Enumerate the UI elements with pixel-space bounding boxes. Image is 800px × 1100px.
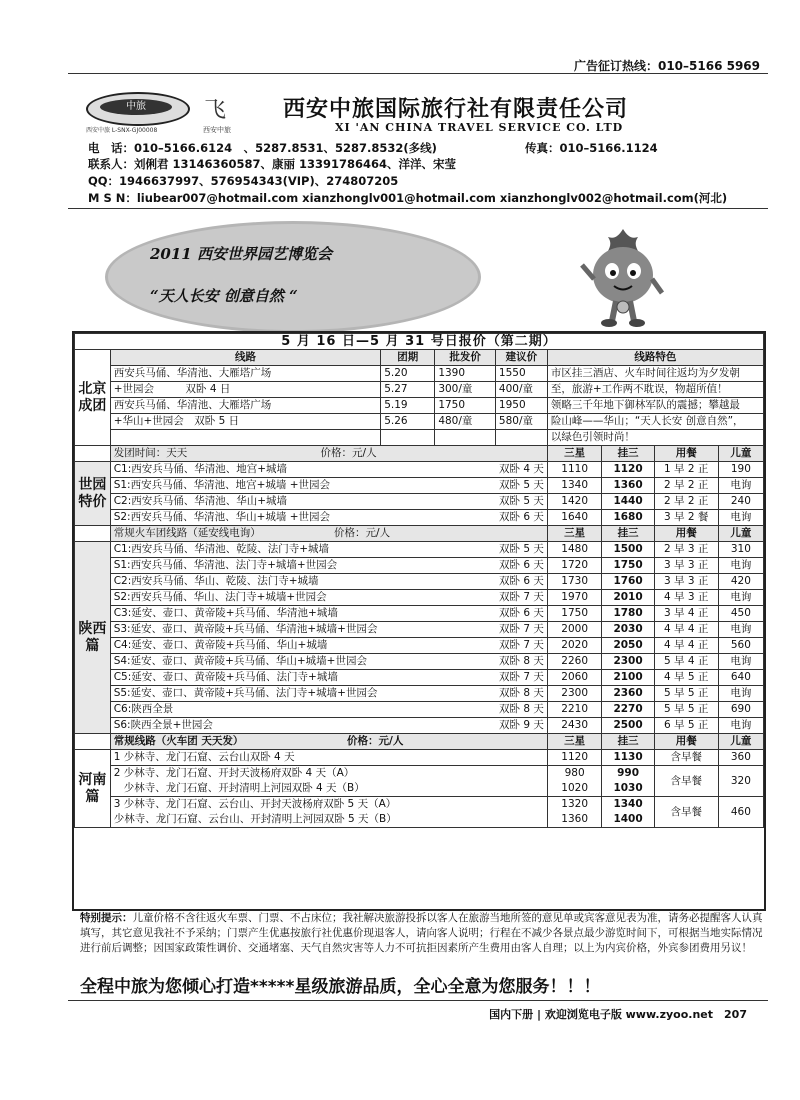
route-days: 双卧 7 天 bbox=[498, 639, 544, 651]
bj-wholesale: 480/童 bbox=[435, 414, 496, 430]
route-days: 双卧 8 天 bbox=[498, 703, 544, 715]
bj-dates: 5.26 bbox=[381, 414, 435, 430]
price-3star: 2060 bbox=[547, 670, 602, 686]
company-name-en: XI 'AN CHINA TRAVEL SERVICE CO. LTD bbox=[335, 121, 624, 134]
sx-header-route: 常规火车团线路（延安线电询） bbox=[113, 527, 261, 539]
expo-cloud-banner bbox=[108, 224, 478, 330]
hn-header-row bbox=[75, 734, 764, 750]
header-g3: 挂三 bbox=[602, 526, 654, 542]
expo-motto: “天人长安 创意自然 “ bbox=[150, 287, 298, 305]
sx-header-row bbox=[75, 526, 764, 542]
price-child: 电询 bbox=[718, 718, 763, 734]
price-table-title: 5 月 16 日—5 月 31 号日报价（第二期） bbox=[75, 334, 764, 350]
price-child: 电询 bbox=[718, 590, 763, 606]
price-g3: 1360 bbox=[602, 478, 654, 494]
route-name: 3 少林寺、龙门石窟、云台山、开封天波杨府双卧 5 天（A） bbox=[113, 798, 397, 810]
footer-divider bbox=[68, 1000, 768, 1001]
route-name: S1:西安兵马俑、华清池、法门寺+城墙+世园会 bbox=[113, 559, 338, 571]
price-3star: 2020 bbox=[547, 638, 602, 654]
header-child: 儿童 bbox=[718, 734, 763, 750]
table-row bbox=[75, 766, 764, 797]
bj-header-suggested: 建议价 bbox=[495, 350, 547, 366]
price-g3: 2030 bbox=[602, 622, 654, 638]
route-days: 双卧 6 天 bbox=[498, 511, 544, 523]
route-days: 双卧 7 天 bbox=[498, 591, 544, 603]
table-row bbox=[75, 590, 764, 606]
route-days: 双卧 6 天 bbox=[498, 575, 544, 587]
route-name: C4:延安、壶口、黄帝陵+兵马俑、华山+城墙 bbox=[113, 639, 328, 651]
table-row bbox=[75, 702, 764, 718]
section-label-expo-special: 世园特价 bbox=[75, 462, 111, 526]
price-g3: 2300 bbox=[602, 654, 654, 670]
bj-dates: 5.27 bbox=[381, 382, 435, 398]
price-3star: 2300 bbox=[547, 686, 602, 702]
bj-dates: 5.20 bbox=[381, 366, 435, 382]
route-name: C2:西安兵马俑、华山、乾陵、法门寺+城墙 bbox=[113, 575, 319, 587]
price-3star: 1750 bbox=[547, 606, 602, 622]
hn-header-route: 常规线路（火车团 天天发） bbox=[113, 735, 244, 747]
price-child: 690 bbox=[718, 702, 763, 718]
notes-text: 儿童价格不含往返火车票、门票、不占床位；我社解决旅游投拆以客人在旅游当地所签的意见单或宾客意见表为准，请务必提醒客人认真填写，其它意见我社不予采纳；门票产生优惠按旅行社优惠价现退客人，请向客人说明；行程在不减少各景点最少游览时间下，可根据当地实际情况进行前后调整；因国家政策性调价、交通堵塞、天气自然灾害等人力不可抗拒因素所产生费用由客人自理；以上为内宾价格，外宾参团费用另议！ bbox=[80, 912, 763, 954]
table-row bbox=[75, 686, 764, 702]
table-row bbox=[75, 750, 764, 766]
price-child: 240 bbox=[718, 494, 763, 510]
table-row bbox=[75, 542, 764, 558]
price-g3: 2360 bbox=[602, 686, 654, 702]
table-row bbox=[75, 574, 764, 590]
route-days: 双卧 6 天 bbox=[498, 559, 544, 571]
price-g3: 1120 bbox=[602, 462, 654, 478]
phone-line: 电 话：010–5166.6124 、5287.8531、5287.8532(多线) bbox=[88, 141, 437, 155]
price-child: 640 bbox=[718, 670, 763, 686]
table-row bbox=[75, 670, 764, 686]
route-days: 双卧 5 天 bbox=[498, 543, 544, 555]
table-row bbox=[75, 606, 764, 622]
price-3star: 1120 bbox=[547, 750, 602, 766]
header-g3: 挂三 bbox=[602, 734, 654, 750]
price-g3: 1680 bbox=[602, 510, 654, 526]
price-3star: 1320 bbox=[561, 798, 589, 810]
meal: 5 早 5 正 bbox=[654, 686, 718, 702]
header-g3: 挂三 bbox=[602, 446, 654, 462]
bj-header-feature: 线路特色 bbox=[547, 350, 763, 366]
route-name: C5:延安、壶口、黄帝陵+兵马俑、法门寺+城墙 bbox=[113, 671, 338, 683]
header-child: 儿童 bbox=[718, 526, 763, 542]
header-meal: 用餐 bbox=[654, 526, 718, 542]
sx-header-price: 价格：元/人 bbox=[334, 527, 391, 539]
bj-feature: 险山峰——华山；“天人长安 创意自然”， bbox=[547, 414, 763, 430]
price-child: 420 bbox=[718, 574, 763, 590]
header-child: 儿童 bbox=[718, 446, 763, 462]
secondary-logo-icon: 飞 bbox=[204, 98, 227, 123]
table-row bbox=[75, 797, 764, 828]
price-g3: 2010 bbox=[602, 590, 654, 606]
bj-suggested: 580/童 bbox=[495, 414, 547, 430]
price-g3: 2270 bbox=[602, 702, 654, 718]
meal: 3 早 3 正 bbox=[654, 558, 718, 574]
meal: 含早餐 bbox=[654, 750, 718, 766]
bj-feature: 至，旅游+工作两不耽误，物超所值！ bbox=[547, 382, 763, 398]
route-days: 双卧 7 天 bbox=[498, 671, 544, 683]
bj-route: +华山+世园会 双卧 5 日 bbox=[110, 414, 381, 430]
bj-feature: 市区挂三酒店、火车时间往返均为夕发朝 bbox=[547, 366, 763, 382]
price-child: 电询 bbox=[718, 622, 763, 638]
logo-text: 中旅 bbox=[100, 99, 172, 115]
bj-header-dates: 团期 bbox=[381, 350, 435, 366]
bj-header-wholesale: 批发价 bbox=[435, 350, 496, 366]
price-3star: 2260 bbox=[547, 654, 602, 670]
price-child: 560 bbox=[718, 638, 763, 654]
price-child: 310 bbox=[718, 542, 763, 558]
company-name-cn: 西安中旅国际旅行社有限责任公司 bbox=[283, 97, 629, 122]
route-name: C1:西安兵马俑、华清池、乾陵、法门寺+城墙 bbox=[113, 543, 330, 555]
bj-suggested: 1950 bbox=[495, 398, 547, 414]
bj-wholesale: 1390 bbox=[435, 366, 496, 382]
meal: 4 早 4 正 bbox=[654, 622, 718, 638]
table-row bbox=[75, 414, 764, 430]
header-meal: 用餐 bbox=[654, 446, 718, 462]
price-child: 电询 bbox=[718, 654, 763, 670]
route-days: 双卧 6 天 bbox=[498, 607, 544, 619]
meal: 5 早 4 正 bbox=[654, 654, 718, 670]
bj-route: 西安兵马俑、华清池、大雁塔广场 bbox=[110, 398, 381, 414]
meal: 含早餐 bbox=[654, 766, 718, 797]
price-3star: 1480 bbox=[547, 542, 602, 558]
price-g3: 2100 bbox=[602, 670, 654, 686]
page-footer: 国内下册 | 欢迎浏览电子版 www.zyoo.net 207 bbox=[489, 1008, 747, 1021]
price-g3: 1780 bbox=[602, 606, 654, 622]
route-name: S5:延安、壶口、黄帝陵+兵马俑、法门寺+城墙+世园会 bbox=[113, 687, 378, 699]
price-g3: 1760 bbox=[602, 574, 654, 590]
meal: 3 早 2 餐 bbox=[654, 510, 718, 526]
price-child: 460 bbox=[718, 797, 763, 828]
route-name: C2:西安兵马俑、华清池、华山+城墙 bbox=[113, 495, 288, 507]
qq-line: QQ：1946637997、576954343(VIP)、274807205 bbox=[88, 174, 399, 188]
route-name: S6:陕西全景+世园会 bbox=[113, 719, 213, 731]
special-notes bbox=[80, 911, 770, 956]
price-g3: 1750 bbox=[602, 558, 654, 574]
meal: 1 早 2 正 bbox=[654, 462, 718, 478]
price-g3: 1500 bbox=[602, 542, 654, 558]
price-3star: 2000 bbox=[547, 622, 602, 638]
fax-line: 传真：010–5166.1124 bbox=[525, 141, 658, 155]
route-name: 2 少林寺、龙门石窟、开封天波杨府双卧 4 天（A） bbox=[113, 767, 355, 779]
table-row bbox=[75, 398, 764, 414]
table-row bbox=[75, 430, 764, 446]
meal: 6 早 5 正 bbox=[654, 718, 718, 734]
sy-header-time: 发团时间：天天 bbox=[113, 447, 188, 459]
route-name: S2:西安兵马俑、华山、法门寺+城墙+世园会 bbox=[113, 591, 327, 603]
table-row bbox=[75, 494, 764, 510]
price-child: 电询 bbox=[718, 558, 763, 574]
route-name: S3:延安、壶口、黄帝陵+兵马俑、华清池+城墙+世园会 bbox=[113, 623, 378, 635]
route-name: S4:延安、壶口、黄帝陵+兵马俑、华山+城墙+世园会 bbox=[113, 655, 367, 667]
table-row bbox=[75, 462, 764, 478]
expo-mascot-icon bbox=[578, 223, 668, 331]
meal: 2 早 3 正 bbox=[654, 542, 718, 558]
route-name: C6:陕西全景 bbox=[113, 703, 174, 715]
sy-header-row bbox=[75, 446, 764, 462]
price-3star: 1640 bbox=[547, 510, 602, 526]
meal: 5 早 5 正 bbox=[654, 702, 718, 718]
expo-title: 2011 西安世界园艺博览会 bbox=[150, 245, 332, 263]
section-label-shaanxi: 陕西篇 bbox=[75, 542, 111, 734]
price-child: 190 bbox=[718, 462, 763, 478]
route-name-b: 少林寺、龙门石窟、云台山、开封清明上河园双卧 5 天（B） bbox=[113, 813, 397, 825]
bj-feature: 领略三千年地下御林军队的震撼；攀越最 bbox=[547, 398, 763, 414]
route-name: C1:西安兵马俑、华清池、地宫+城墙 bbox=[113, 463, 288, 475]
meal: 2 早 2 正 bbox=[654, 478, 718, 494]
bj-route: +世园会 双卧 4 日 bbox=[110, 382, 381, 398]
contact-divider bbox=[68, 208, 768, 209]
table-row bbox=[75, 478, 764, 494]
price-child: 320 bbox=[718, 766, 763, 797]
section-label-henan: 河南篇 bbox=[75, 750, 111, 828]
table-row bbox=[75, 366, 764, 382]
meal: 含早餐 bbox=[654, 797, 718, 828]
top-divider bbox=[68, 73, 768, 74]
header-3star: 三星 bbox=[547, 446, 602, 462]
contact-people: 联系人：刘俐君 13146360587、康丽 13391786464、洋洋、宋莹 bbox=[88, 157, 457, 171]
table-row bbox=[75, 718, 764, 734]
route-name: S1:西安兵马俑、华清池、地宫+城墙 +世园会 bbox=[113, 479, 331, 491]
secondary-logo-caption: 西安中旅 bbox=[203, 126, 231, 134]
price-g3-b: 1030 bbox=[613, 782, 643, 794]
route-days: 双卧 5 天 bbox=[498, 495, 544, 507]
meal: 4 早 5 正 bbox=[654, 670, 718, 686]
price-child: 360 bbox=[718, 750, 763, 766]
ad-hotline: 广告征订热线：010–5166 5969 bbox=[573, 59, 760, 73]
price-3star: 1340 bbox=[547, 478, 602, 494]
price-3star: 2430 bbox=[547, 718, 602, 734]
route-name: 1 少林寺、龙门石窟、云台山双卧 4 天 bbox=[110, 750, 547, 766]
notes-label: 特别提示： bbox=[80, 912, 133, 924]
bj-suggested: 1550 bbox=[495, 366, 547, 382]
route-name: S2:西安兵马俑、华清池、华山+城墙 +世园会 bbox=[113, 511, 331, 523]
price-g3: 1440 bbox=[602, 494, 654, 510]
price-3star-b: 1360 bbox=[561, 813, 589, 825]
price-table bbox=[74, 333, 764, 828]
price-3star: 1970 bbox=[547, 590, 602, 606]
price-child: 电询 bbox=[718, 686, 763, 702]
bj-suggested: 400/童 bbox=[495, 382, 547, 398]
price-g3: 1340 bbox=[613, 798, 643, 810]
sy-header-price: 价格：元/人 bbox=[320, 447, 377, 459]
price-child: 450 bbox=[718, 606, 763, 622]
price-3star: 980 bbox=[564, 767, 585, 779]
bj-route: 西安兵马俑、华清池、大雁塔广场 bbox=[110, 366, 381, 382]
header-3star: 三星 bbox=[547, 734, 602, 750]
price-3star: 1730 bbox=[547, 574, 602, 590]
section-label-beijing: 北京成团 bbox=[75, 350, 111, 446]
price-g3: 2500 bbox=[602, 718, 654, 734]
hn-header-price: 价格：元/人 bbox=[347, 735, 404, 747]
bj-dates: 5.19 bbox=[381, 398, 435, 414]
price-g3: 1130 bbox=[602, 750, 654, 766]
header-meal: 用餐 bbox=[654, 734, 718, 750]
table-row bbox=[75, 622, 764, 638]
price-3star: 1720 bbox=[547, 558, 602, 574]
meal: 4 早 3 正 bbox=[654, 590, 718, 606]
table-row bbox=[75, 382, 764, 398]
license-number: 西安中旅 L-SNX-GJ00008 bbox=[86, 127, 158, 134]
route-days: 双卧 9 天 bbox=[498, 719, 544, 731]
msn-line: M S N：liubear007@hotmail.com xianzhonglv001@hotmail.com xianzhonglv002@hotmail.com(河北) bbox=[88, 191, 728, 205]
route-days: 双卧 5 天 bbox=[498, 479, 544, 491]
table-row bbox=[75, 558, 764, 574]
bj-wholesale: 300/童 bbox=[435, 382, 496, 398]
route-name: C3:延安、壶口、黄帝陵+兵马俑、华清池+城墙 bbox=[113, 607, 338, 619]
bj-feature: 以绿色引领时尚！ bbox=[547, 430, 763, 446]
meal: 4 早 4 正 bbox=[654, 638, 718, 654]
meal: 3 早 3 正 bbox=[654, 574, 718, 590]
meal: 2 早 2 正 bbox=[654, 494, 718, 510]
route-days: 双卧 7 天 bbox=[498, 623, 544, 635]
header-3star: 三星 bbox=[547, 526, 602, 542]
bj-wholesale: 1750 bbox=[435, 398, 496, 414]
table-row bbox=[75, 510, 764, 526]
price-3star: 2210 bbox=[547, 702, 602, 718]
price-g3-b: 1400 bbox=[613, 813, 643, 825]
bj-header-route: 线路 bbox=[110, 350, 381, 366]
company-logo bbox=[86, 92, 190, 126]
route-name-b: 少林寺、龙门石窟、开封清明上河园双卧 4 天（B） bbox=[123, 782, 365, 794]
price-child: 电询 bbox=[718, 478, 763, 494]
price-g3: 2050 bbox=[602, 638, 654, 654]
price-child: 电询 bbox=[718, 510, 763, 526]
price-g3: 990 bbox=[617, 767, 640, 779]
price-3star-b: 1020 bbox=[561, 782, 589, 794]
slogan: 全程中旅为您倾心打造*****星级旅游品质，全心全意为您服务！！！ bbox=[80, 977, 601, 997]
route-days: 双卧 4 天 bbox=[498, 463, 544, 475]
meal: 3 早 4 正 bbox=[654, 606, 718, 622]
table-row bbox=[75, 654, 764, 670]
route-days: 双卧 8 天 bbox=[498, 655, 544, 667]
route-days: 双卧 8 天 bbox=[498, 687, 544, 699]
price-3star: 1420 bbox=[547, 494, 602, 510]
price-3star: 1110 bbox=[547, 462, 602, 478]
table-row bbox=[75, 638, 764, 654]
